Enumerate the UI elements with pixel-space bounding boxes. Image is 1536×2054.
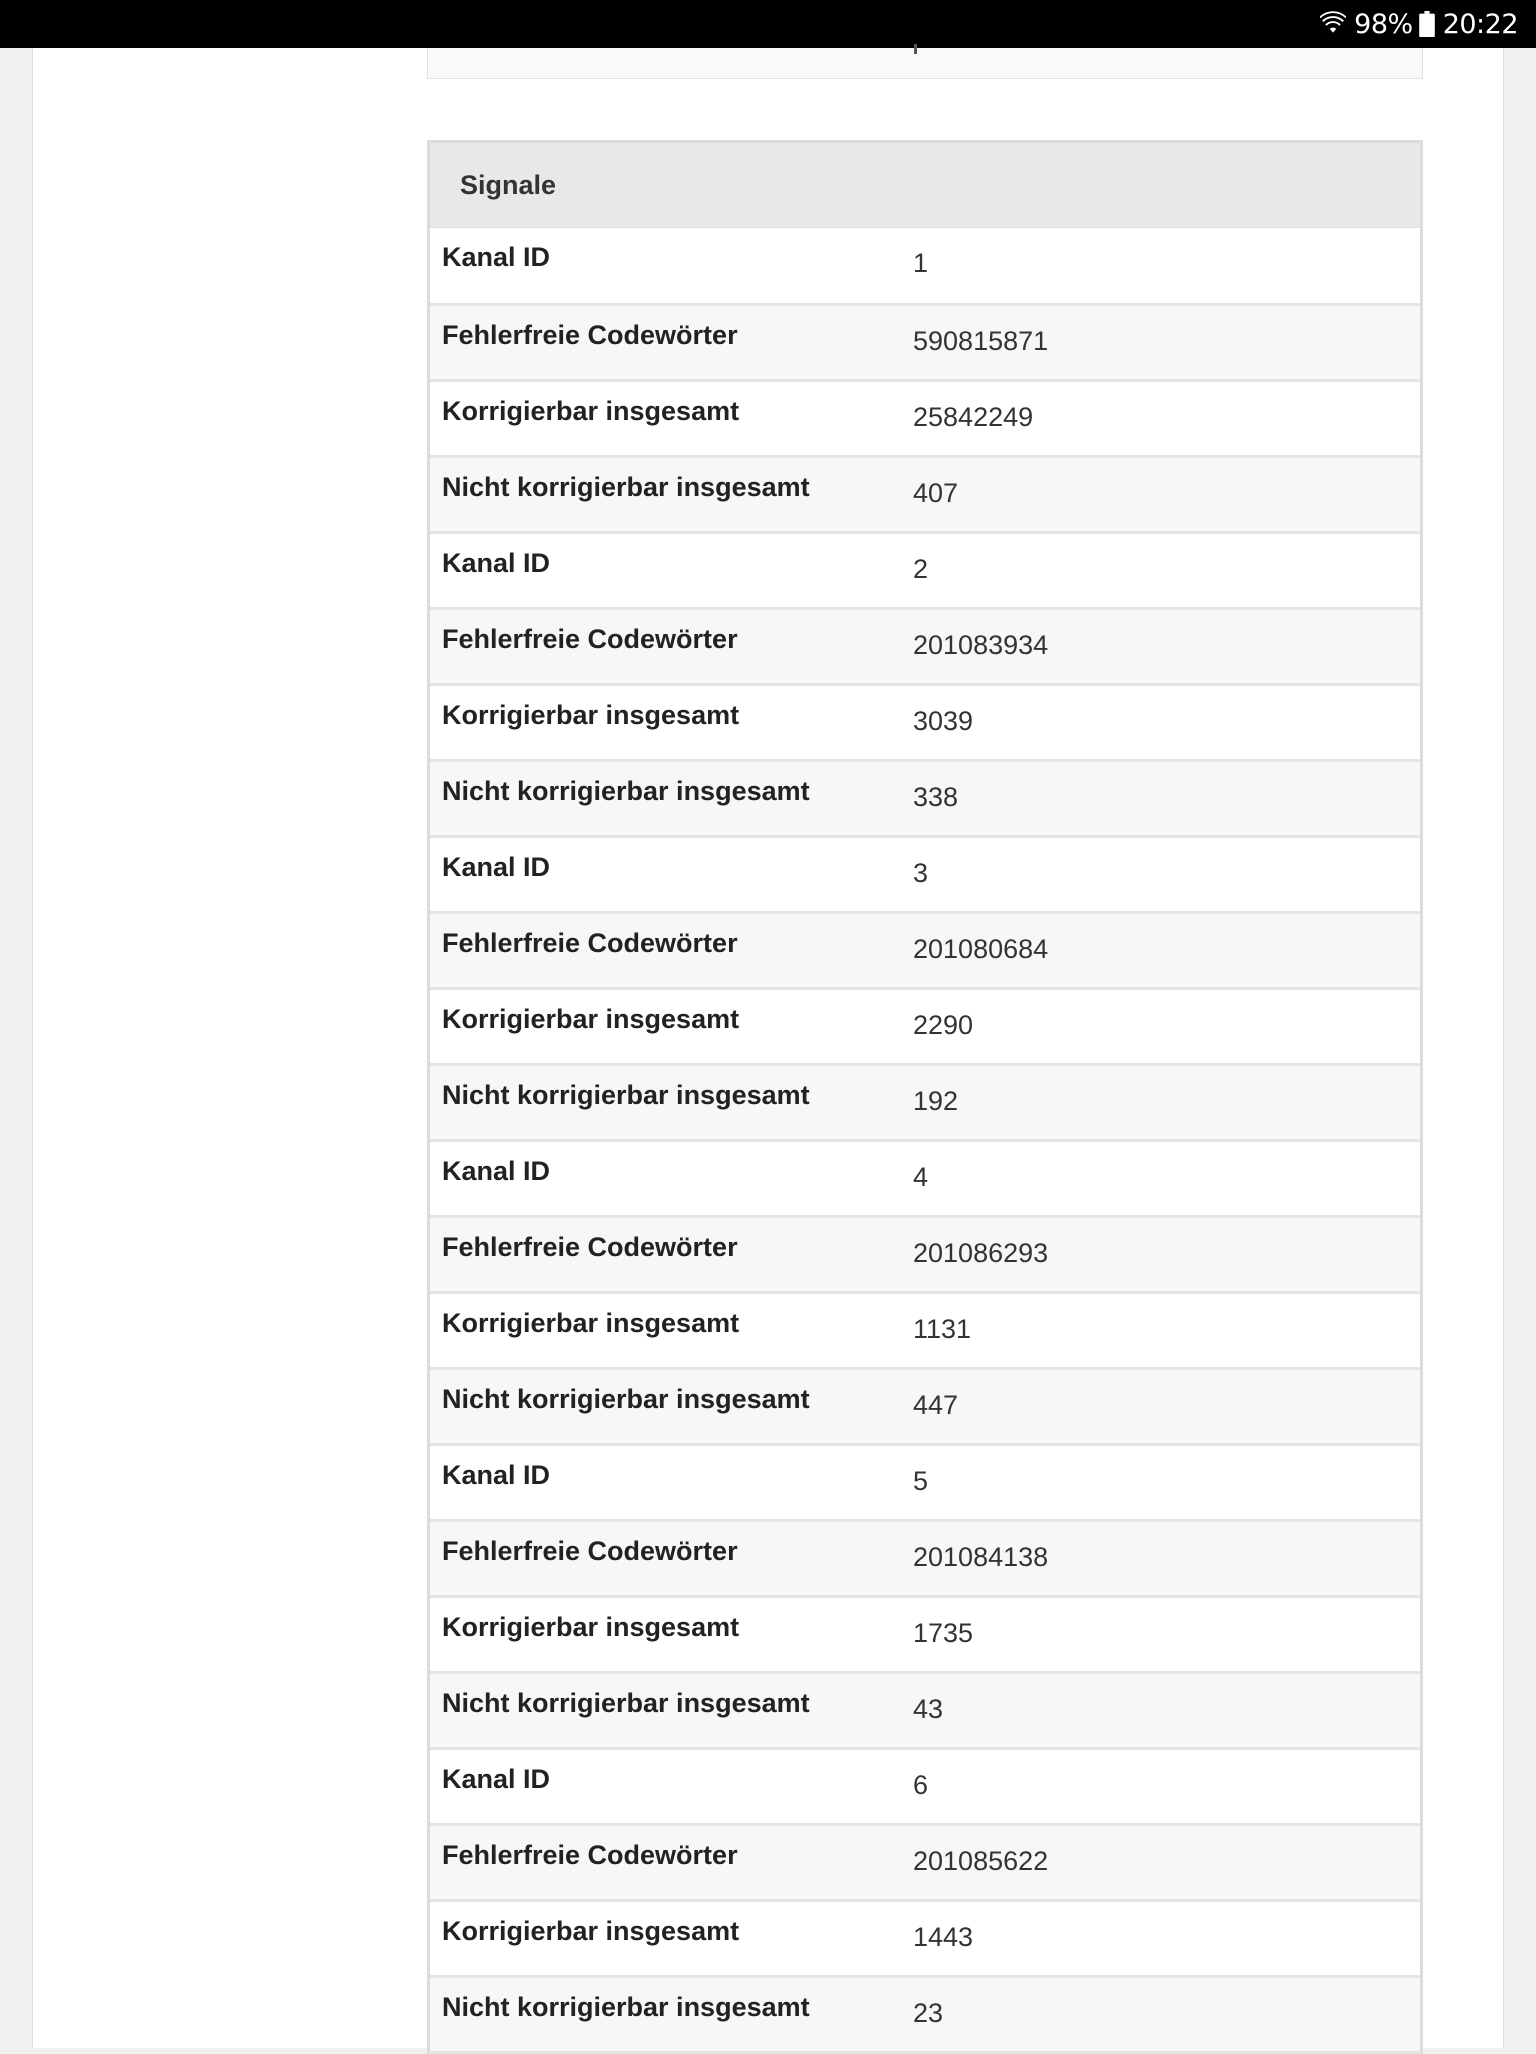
- table-row: [430, 608, 1420, 684]
- wifi-icon: [1320, 11, 1346, 37]
- row-label: Kanal ID: [430, 532, 902, 608]
- row-label: Fehlerfreie Codewörter: [430, 304, 902, 380]
- row-label: Fehlerfreie Codewörter: [430, 1824, 902, 1900]
- cut-off-value: [914, 44, 917, 54]
- row-label: Korrigierbar insgesamt: [430, 684, 902, 760]
- row-label: Fehlerfreie Codewörter: [430, 1520, 902, 1596]
- row-label: Korrigierbar insgesamt: [430, 1292, 902, 1368]
- table-row: [430, 1748, 1420, 1824]
- row-value: 201084138: [902, 1520, 1420, 1596]
- table-row: [430, 304, 1420, 380]
- table-row: [430, 1672, 1420, 1748]
- row-label: Nicht korrigierbar insgesamt: [430, 1368, 902, 1444]
- row-value: 338: [902, 760, 1420, 836]
- table-row: [430, 1596, 1420, 1672]
- row-value: 201086293: [902, 1216, 1420, 1292]
- table-row: [430, 1444, 1420, 1520]
- row-value: 1: [902, 228, 1420, 304]
- row-label: Korrigierbar insgesamt: [430, 1900, 902, 1976]
- row-value: 4: [902, 1140, 1420, 1216]
- row-label: Nicht korrigierbar insgesamt: [430, 1064, 902, 1140]
- table-row: [430, 456, 1420, 532]
- table-row: [430, 1520, 1420, 1596]
- row-value: 1443: [902, 1900, 1420, 1976]
- row-label: Kanal ID: [430, 1140, 902, 1216]
- row-label: Korrigierbar insgesamt: [430, 380, 902, 456]
- table-row: [430, 1216, 1420, 1292]
- row-value: 43: [902, 1672, 1420, 1748]
- previous-table-bottom: [427, 48, 1423, 79]
- battery-percent: 98%: [1354, 8, 1413, 40]
- row-value: 201080684: [902, 912, 1420, 988]
- clock: 20:22: [1442, 8, 1518, 40]
- row-label: Kanal ID: [430, 228, 902, 304]
- signal-table: [430, 228, 1420, 2054]
- row-label: Fehlerfreie Codewörter: [430, 1216, 902, 1292]
- row-value: 201085622: [902, 1824, 1420, 1900]
- row-label: Korrigierbar insgesamt: [430, 988, 902, 1064]
- row-label: Nicht korrigierbar insgesamt: [430, 1672, 902, 1748]
- row-value: 2: [902, 532, 1420, 608]
- row-value: 201083934: [902, 608, 1420, 684]
- page-content: [32, 48, 1504, 2048]
- signal-panel: [427, 140, 1423, 2054]
- panel-title: Signale: [430, 143, 1420, 228]
- table-row: [430, 1824, 1420, 1900]
- row-value: 1131: [902, 1292, 1420, 1368]
- row-value: 2290: [902, 988, 1420, 1064]
- row-value: 192: [902, 1064, 1420, 1140]
- row-value: 6: [902, 1748, 1420, 1824]
- row-label: Fehlerfreie Codewörter: [430, 912, 902, 988]
- table-row: [430, 228, 1420, 304]
- table-row: [430, 1900, 1420, 1976]
- table-row: [430, 1976, 1420, 2052]
- table-row: [430, 532, 1420, 608]
- table-row: [430, 1140, 1420, 1216]
- row-value: 447: [902, 1368, 1420, 1444]
- row-value: 3: [902, 836, 1420, 912]
- row-label: Nicht korrigierbar insgesamt: [430, 1976, 902, 2052]
- row-label: Nicht korrigierbar insgesamt: [430, 456, 902, 532]
- table-row: [430, 912, 1420, 988]
- table-row: [430, 1064, 1420, 1140]
- row-value: 1735: [902, 1596, 1420, 1672]
- row-value: 5: [902, 1444, 1420, 1520]
- row-value: 25842249: [902, 380, 1420, 456]
- row-label: Nicht korrigierbar insgesamt: [430, 760, 902, 836]
- table-row: [430, 760, 1420, 836]
- row-value: 23: [902, 1976, 1420, 2052]
- row-label: Kanal ID: [430, 1748, 902, 1824]
- row-value: 407: [902, 456, 1420, 532]
- row-label: Fehlerfreie Codewörter: [430, 608, 902, 684]
- table-row: [430, 380, 1420, 456]
- table-row: [430, 684, 1420, 760]
- battery-icon: [1419, 11, 1435, 37]
- table-row: [430, 1292, 1420, 1368]
- table-row: [430, 988, 1420, 1064]
- status-bar: [0, 0, 1536, 48]
- table-row: [430, 836, 1420, 912]
- row-value: 3039: [902, 684, 1420, 760]
- row-label: Kanal ID: [430, 1444, 902, 1520]
- row-label: Kanal ID: [430, 836, 902, 912]
- row-value: 590815871: [902, 304, 1420, 380]
- row-label: Korrigierbar insgesamt: [430, 1596, 902, 1672]
- table-row: [430, 1368, 1420, 1444]
